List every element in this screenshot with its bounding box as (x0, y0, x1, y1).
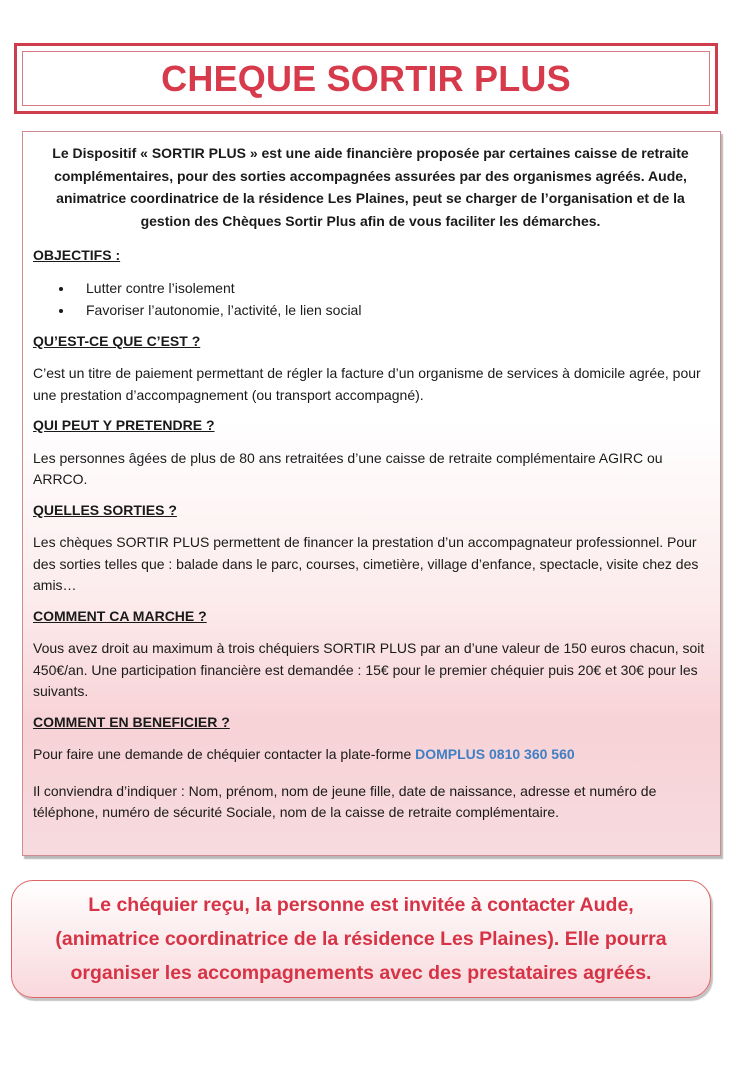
title-box (14, 43, 718, 114)
domplus-phone: DOMPLUS 0810 360 560 (415, 746, 575, 762)
qui-heading: QUI PEUT Y PRETENDRE ? (33, 417, 215, 433)
main-content-box (22, 131, 721, 856)
beneficier-details: Il conviendra d’indiquer : Nom, prénom, nom de jeune fille, date de naissance, adresse et numéro de téléphone, numéro de sécurité Sociale, nom de la caisse de retraite complémentaire. (33, 782, 657, 820)
qui-text: Les personnes âgées de plus de 80 ans retraitées d’une caisse de retraite complémentaire AGIRC ou ARRCO. (33, 449, 663, 487)
list-item: • Lutter contre l’isolement (74, 278, 708, 300)
page-title: CHEQUE SORTIR PLUS (161, 57, 571, 99)
beneficier-text-prefix: Pour faire une demande de chéquier contacter la plate-forme (33, 746, 416, 762)
sorties-heading: QUELLES SORTIES ? (33, 501, 177, 518)
callout-box (11, 880, 711, 998)
list-item: • Favoriser l’autonomie, l’activité, le lien social (74, 300, 708, 322)
objectifs-heading: OBJECTIFS : (33, 247, 121, 263)
objectives-list (33, 278, 708, 322)
beneficier-heading: COMMENT EN BENEFICIER ? (33, 713, 230, 730)
marche-text: Vous avez droit au maximum à trois chéquiers SORTIR PLUS par an d’une valeur de 150 euros chacun, soit 450€/an. Une participation financière est demandée : 15€ pour le premier chéquier puis 20€ et 30€ pour les suivants. (33, 640, 705, 699)
beneficier-text (33, 744, 708, 766)
sorties-text: Les chèques SORTIR PLUS permettent de financer la prestation d’un accompagnateur professionnel. Pour des sorties telles que : balade dans le parc, courses, cimetière, village d’enfance, spectacle, visite chez des amis… (33, 534, 699, 593)
intro-paragraph: Le Dispositif « SORTIR PLUS » est une aide financière proposée par certaines caisse de retraite complémentaires, pour des sorties accompagnées assurées par des organismes agréés. Aude, animatrice coordinatrice de la résidence Les Plaines, peut se charger de l’organisation et de la gestion des Chèques Sortir Plus afin de vous faciliter les démarches. (52, 145, 689, 229)
quest-text: C’est un titre de paiement permettant de régler la facture d’un organisme de services à domicile agrée, pour une prestation d’accompagnement (ou transport accompagné). (33, 365, 701, 403)
marche-heading: COMMENT CA MARCHE ? (33, 607, 207, 624)
callout-text: Le chéquier reçu, la personne est invitée à contacter Aude, (animatrice coordinatrice de la résidence Les Plaines). Elle pourra organiser les accompagnements avec des prestataires agréés. (55, 894, 667, 984)
quest-heading: QU’EST-CE QUE C’EST ? (33, 332, 201, 349)
